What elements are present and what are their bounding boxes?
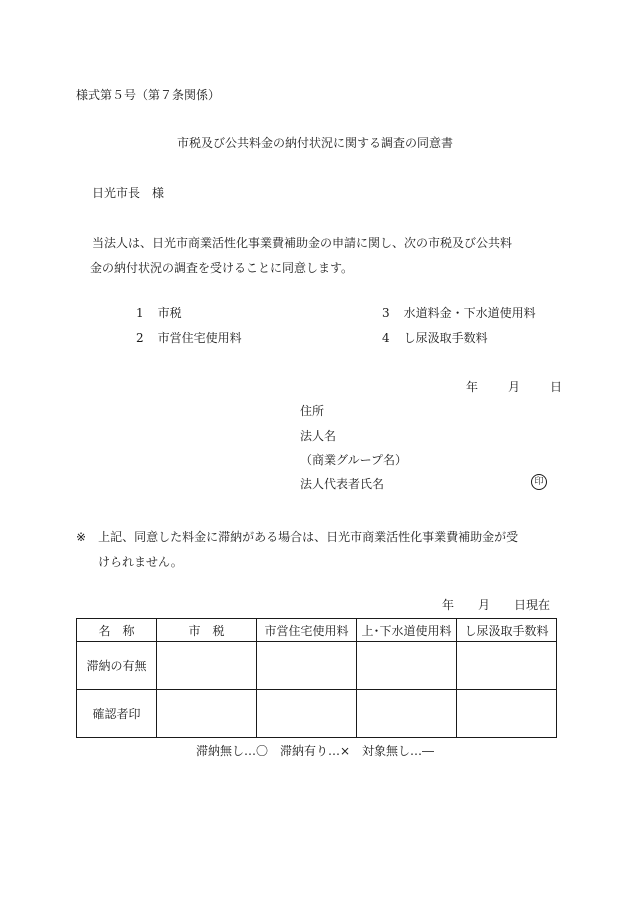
address-field-label: 住所 bbox=[300, 404, 325, 418]
table-cell[interactable] bbox=[457, 690, 557, 738]
table-cell[interactable] bbox=[357, 690, 457, 738]
list-item-label: 水道料金・下水道使用料 bbox=[403, 306, 536, 320]
table-cell[interactable] bbox=[257, 690, 357, 738]
header-name: 名 称 bbox=[77, 619, 157, 642]
row-label-arrears: 滞納の有無 bbox=[77, 642, 157, 690]
table-cell[interactable] bbox=[157, 642, 257, 690]
table-cell[interactable] bbox=[357, 642, 457, 690]
representative-name-field-label: 法人代表者氏名 bbox=[300, 477, 385, 491]
date-month: 月 bbox=[508, 380, 521, 394]
list-item-1 bbox=[136, 306, 182, 320]
document-title: 市税及び公共料金の納付状況に関する調査の同意書 bbox=[176, 136, 453, 150]
list-item-number: 3 bbox=[382, 306, 390, 320]
seal-icon: 印 bbox=[531, 474, 547, 490]
consent-line-1: 当法人は、日光市商業活性化事業費補助金の申請に関し、次の市税及び公共料 bbox=[92, 236, 513, 250]
table-cell[interactable] bbox=[257, 642, 357, 690]
consent-statement bbox=[92, 231, 562, 281]
payment-status-table bbox=[76, 618, 557, 738]
note-mark: ※ bbox=[76, 530, 87, 544]
corp-name-field-label: 法人名 bbox=[300, 429, 337, 443]
group-name-field-label: （商業グループ名） bbox=[300, 453, 408, 467]
note-line-2: けられません。 bbox=[98, 555, 183, 569]
as-of-year: 年 bbox=[442, 598, 455, 612]
status-legend: 滞納無し…〇 滞納有り…× 対象無し…― bbox=[195, 744, 435, 758]
header-sewage-fee: し尿汲取手数料 bbox=[457, 619, 557, 642]
list-item-number: 2 bbox=[136, 331, 144, 345]
table-cell[interactable] bbox=[157, 690, 257, 738]
as-of-date bbox=[442, 598, 550, 612]
table-row bbox=[77, 690, 557, 738]
list-item-number: 4 bbox=[382, 331, 390, 345]
note-line-1: 上記、同意した料金に滞納がある場合は、日光市商業活性化事業費補助金が受 bbox=[98, 530, 519, 544]
header-housing-fee: 市営住宅使用料 bbox=[257, 619, 357, 642]
date-day: 日 bbox=[550, 380, 563, 394]
list-item-number: 1 bbox=[136, 306, 144, 320]
form-number: 様式第５号（第７条関係） bbox=[76, 88, 221, 102]
list-item-label: 市営住宅使用料 bbox=[157, 331, 242, 345]
row-label-confirmer-seal: 確認者印 bbox=[77, 690, 157, 738]
warning-note bbox=[76, 525, 558, 575]
table-cell[interactable] bbox=[457, 642, 557, 690]
addressee: 日光市長 様 bbox=[92, 186, 165, 200]
as-of-day: 日現在 bbox=[514, 598, 551, 612]
table-row bbox=[77, 642, 557, 690]
date-year: 年 bbox=[466, 380, 479, 394]
header-water-fee: 上･下水道使用料 bbox=[357, 619, 457, 642]
as-of-month: 月 bbox=[478, 598, 491, 612]
list-item-2 bbox=[136, 331, 242, 345]
signature-date bbox=[466, 380, 562, 394]
list-item-label: 市税 bbox=[157, 306, 182, 320]
list-item-4 bbox=[382, 331, 488, 345]
consent-line-2: 金の納付状況の調査を受けることに同意します。 bbox=[90, 261, 354, 275]
list-item-3 bbox=[382, 306, 536, 320]
list-item-label: し尿汲取手数料 bbox=[403, 331, 488, 345]
table-header-row bbox=[77, 619, 557, 642]
header-city-tax: 市 税 bbox=[157, 619, 257, 642]
